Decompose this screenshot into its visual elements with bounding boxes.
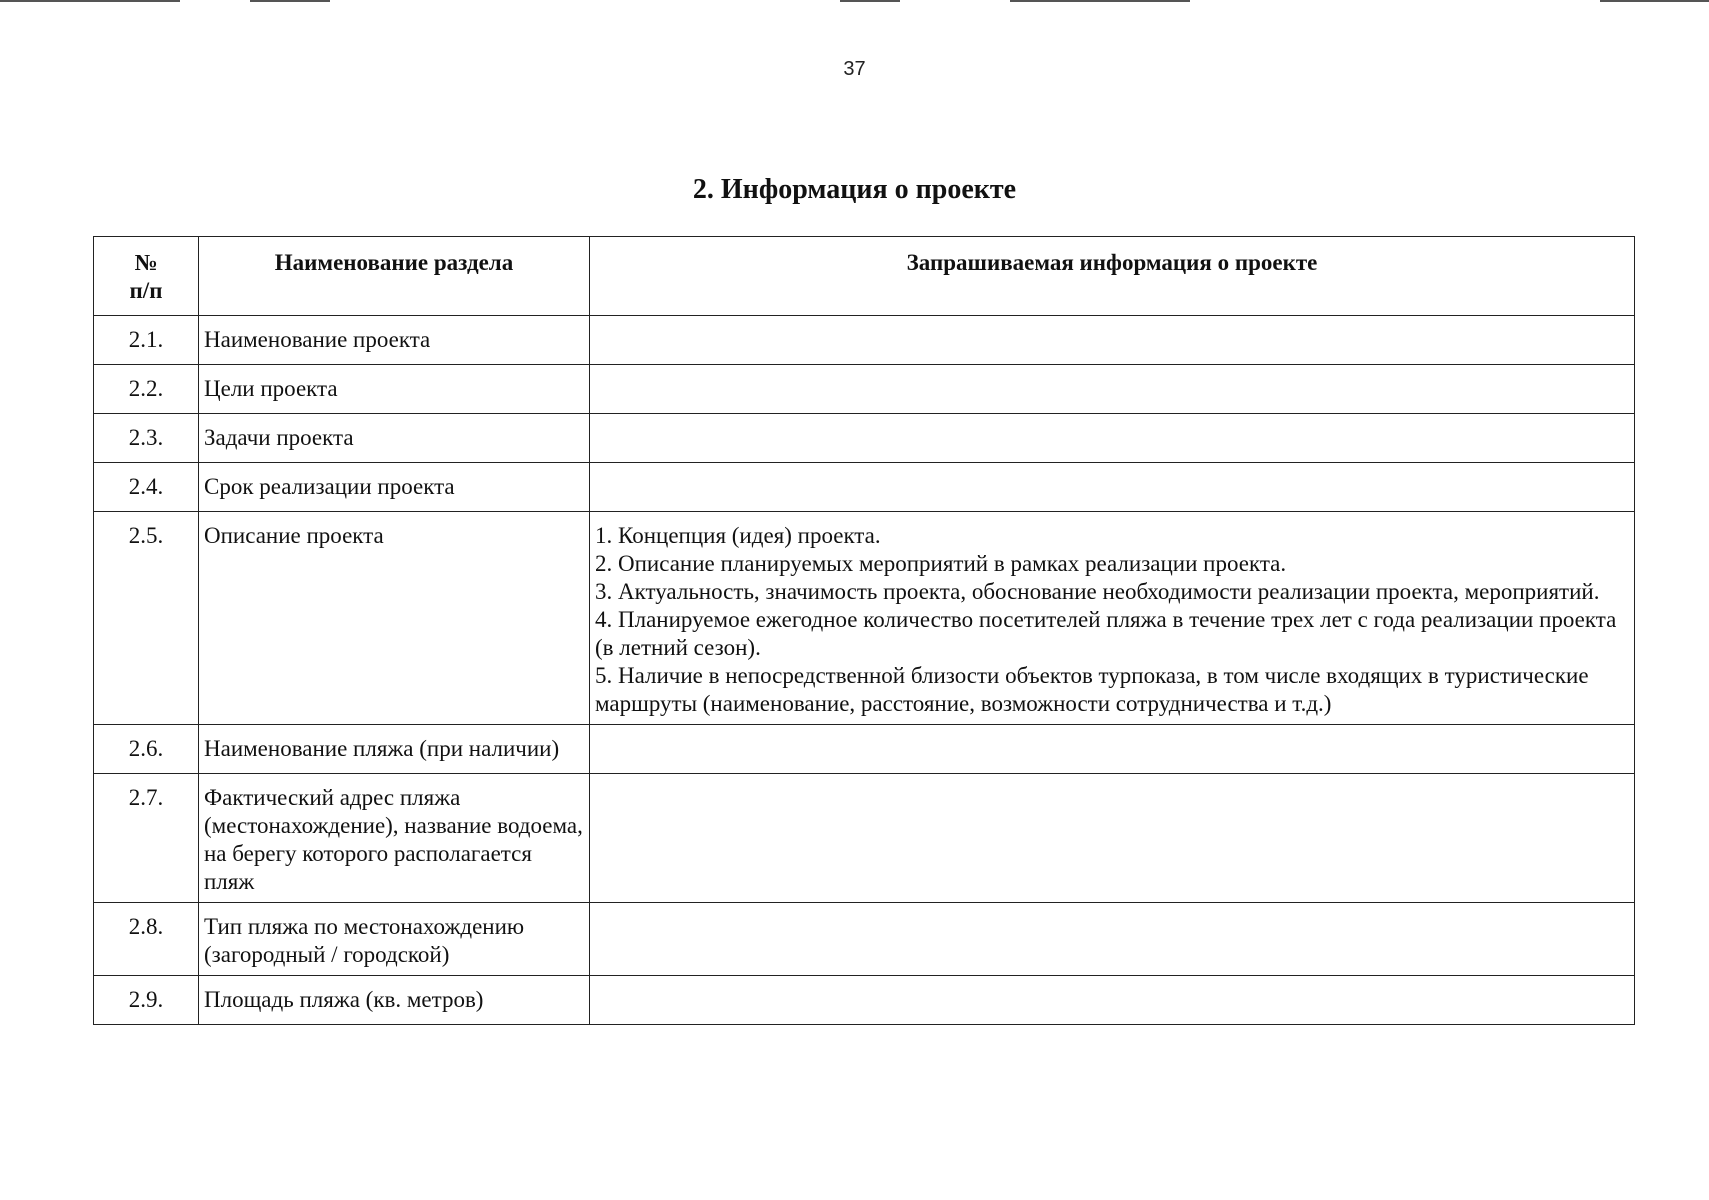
info-item: 2. Описание планируемых мероприятий в рамках реализации проекта. <box>595 551 1287 576</box>
header-number-line2: п/п <box>129 278 163 303</box>
row-info-cell[interactable] <box>590 463 1635 512</box>
info-item: 3. Актуальность, значимость проекта, обоснование необходимости реализации проекта, мероприятий. <box>595 579 1600 604</box>
row-info-cell[interactable] <box>590 512 1635 725</box>
row-section-name: Фактический адрес пляжа (местонахождение), название водоема, на берегу которого располагается пляж <box>199 774 590 903</box>
row-info-cell[interactable] <box>590 903 1635 976</box>
table-row <box>94 774 1635 903</box>
row-number: 2.3. <box>94 414 199 463</box>
row-number: 2.5. <box>94 512 199 725</box>
row-section-name: Тип пляжа по местонахождению (загородный / городской) <box>199 903 590 976</box>
info-item: 1. Концепция (идея) проекта. <box>595 523 881 548</box>
table-row <box>94 976 1635 1025</box>
table-row <box>94 463 1635 512</box>
row-number: 2.6. <box>94 725 199 774</box>
row-info-cell[interactable] <box>590 316 1635 365</box>
row-section-name: Площадь пляжа (кв. метров) <box>199 976 590 1025</box>
row-number: 2.4. <box>94 463 199 512</box>
row-number: 2.9. <box>94 976 199 1025</box>
header-requested-info: Запрашиваемая информация о проекте <box>590 237 1635 316</box>
row-info-cell[interactable] <box>590 725 1635 774</box>
row-info-cell[interactable] <box>590 774 1635 903</box>
table-body <box>94 316 1635 1025</box>
row-info-cell[interactable] <box>590 365 1635 414</box>
row-section-name: Наименование пляжа (при наличии) <box>199 725 590 774</box>
row-number: 2.7. <box>94 774 199 903</box>
header-number-line1: № <box>134 250 158 275</box>
table-row <box>94 512 1635 725</box>
info-item: 4. Планируемое ежегодное количество посетителей пляжа в течение трех лет с года реализации проекта (в летний сезон). <box>595 607 1617 660</box>
row-number: 2.1. <box>94 316 199 365</box>
row-info-cell[interactable] <box>590 414 1635 463</box>
page-number: 37 <box>843 58 866 80</box>
row-number: 2.8. <box>94 903 199 976</box>
table-header-row <box>94 237 1635 316</box>
row-section-name: Срок реализации проекта <box>199 463 590 512</box>
project-info-table <box>93 236 1635 1025</box>
table-row <box>94 725 1635 774</box>
table-row <box>94 316 1635 365</box>
top-edge-rule <box>0 0 1709 2</box>
header-number <box>94 237 199 316</box>
table-row <box>94 903 1635 976</box>
row-section-name: Описание проекта <box>199 512 590 725</box>
info-item: 5. Наличие в непосредственной близости объектов турпоказа, в том числе входящих в туристические маршруты (наименование, расстояние, возможности сотрудничества и т.д.) <box>595 663 1589 716</box>
table-row <box>94 414 1635 463</box>
header-section-name: Наименование раздела <box>199 237 590 316</box>
table-row <box>94 365 1635 414</box>
row-number: 2.2. <box>94 365 199 414</box>
row-info-cell[interactable] <box>590 976 1635 1025</box>
row-section-name: Наименование проекта <box>199 316 590 365</box>
row-section-name: Цели проекта <box>199 365 590 414</box>
row-section-name: Задачи проекта <box>199 414 590 463</box>
section-title: 2. Информация о проекте <box>692 174 1017 205</box>
